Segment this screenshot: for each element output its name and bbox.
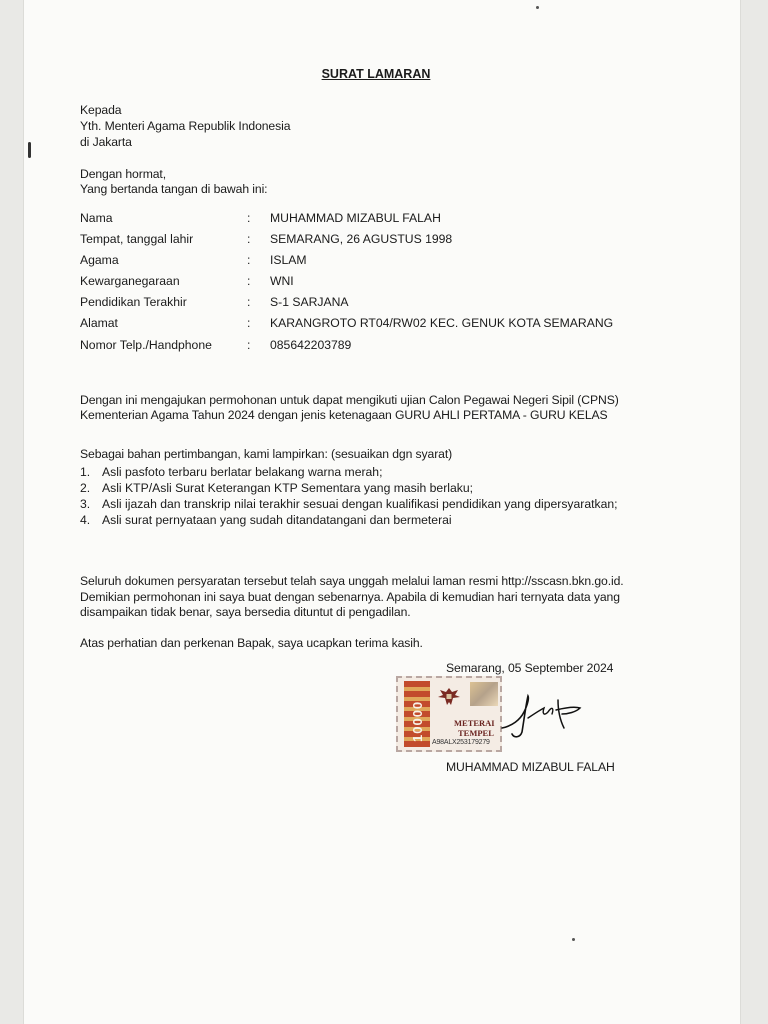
list-number: 1. bbox=[80, 465, 91, 479]
greeting-line: Dengan hormat, bbox=[80, 167, 166, 181]
field-row bbox=[80, 338, 700, 356]
list-number: 2. bbox=[80, 481, 91, 495]
field-value: ISLAM bbox=[270, 253, 307, 267]
garuda-emblem-icon bbox=[436, 686, 462, 708]
field-colon: : bbox=[247, 295, 251, 309]
letter-page bbox=[24, 0, 740, 1024]
stamp-hologram bbox=[470, 682, 498, 706]
stamp-serial: A98ALX253179279 bbox=[432, 739, 490, 746]
field-value: 085642203789 bbox=[270, 338, 352, 352]
greeting-line: Yang bertanda tangan di bawah ini: bbox=[80, 182, 268, 196]
recipient-line: Kepada bbox=[80, 103, 122, 117]
list-number: 3. bbox=[80, 497, 91, 511]
field-colon: : bbox=[247, 274, 251, 288]
signer-name: MUHAMMAD MIZABUL FALAH bbox=[446, 760, 615, 774]
field-label: Agama bbox=[80, 253, 119, 267]
application-line: Kementerian Agama Tahun 2024 dengan jenis ketenagaan GURU AHLI PERTAMA - GURU KELAS bbox=[80, 408, 608, 422]
place-date: Semarang, 05 September 2024 bbox=[446, 661, 614, 675]
field-colon: : bbox=[247, 211, 251, 225]
field-value: WNI bbox=[270, 274, 294, 288]
field-value: SEMARANG, 26 AGUSTUS 1998 bbox=[270, 232, 453, 246]
stamp-label: TEMPEL bbox=[458, 728, 494, 738]
letter-title: SURAT LAMARAN bbox=[321, 67, 431, 81]
field-value: S-1 SARJANA bbox=[270, 295, 349, 309]
duty-stamp bbox=[396, 676, 502, 752]
field-row bbox=[80, 295, 700, 313]
field-label: Kewarganegaraan bbox=[80, 274, 180, 288]
field-value: KARANGROTO RT04/RW02 KEC. GENUK KOTA SEMARANG bbox=[270, 316, 614, 330]
recipient-line: Yth. Menteri Agama Republik Indonesia bbox=[80, 119, 291, 133]
list-text: Asli surat pernyataan yang sudah ditandatangani dan bermeterai bbox=[102, 513, 452, 527]
list-text: Asli pasfoto terbaru berlatar belakang warna merah; bbox=[102, 465, 383, 479]
list-text: Asli ijazah dan transkrip nilai terakhir sesuai dengan kualifikasi pendidikan yang dipersyaratkan; bbox=[102, 497, 618, 511]
field-row bbox=[80, 211, 700, 229]
handwritten-signature bbox=[498, 690, 588, 742]
thanks-line: Atas perhatian dan perkenan Bapak, saya ucapkan terima kasih. bbox=[80, 636, 423, 650]
closing-line: Seluruh dokumen persyaratan tersebut telah saya unggah melalui laman resmi http://sscasn.bkn.go.id. bbox=[80, 574, 624, 588]
field-label: Alamat bbox=[80, 316, 118, 330]
field-value: MUHAMMAD MIZABUL FALAH bbox=[270, 211, 441, 225]
field-row bbox=[80, 253, 700, 271]
list-number: 4. bbox=[80, 513, 91, 527]
field-label: Tempat, tanggal lahir bbox=[80, 232, 194, 246]
closing-line: disampaikan tidak benar, saya bersedia dituntut di pengadilan. bbox=[80, 605, 411, 619]
attachments-intro: Sebagai bahan pertimbangan, kami lampirkan: (sesuaikan dgn syarat) bbox=[80, 447, 453, 461]
field-colon: : bbox=[247, 316, 251, 330]
stamp-label: METERAI bbox=[454, 718, 495, 728]
field-label: Nama bbox=[80, 211, 113, 225]
stamp-value: 10000 bbox=[410, 700, 425, 742]
closing-line: Demikian permohonan ini saya buat dengan sebenarnya. Apabila di kemudian hari ternyata data yang bbox=[80, 590, 620, 604]
speck bbox=[536, 6, 539, 9]
list-text: Asli KTP/Asli Surat Keterangan KTP Sementara yang masih berlaku; bbox=[102, 481, 473, 495]
field-colon: : bbox=[247, 232, 251, 246]
field-colon: : bbox=[247, 338, 251, 352]
paper-edge-mark bbox=[28, 142, 31, 158]
field-label: Nomor Telp./Handphone bbox=[80, 338, 212, 352]
speck bbox=[572, 938, 575, 941]
field-label: Pendidikan Terakhir bbox=[80, 295, 187, 309]
recipient-line: di Jakarta bbox=[80, 135, 132, 149]
application-line: Dengan ini mengajukan permohonan untuk dapat mengikuti ujian Calon Pegawai Negeri Sipil (CPNS) bbox=[80, 393, 619, 407]
field-row bbox=[80, 232, 700, 250]
field-row bbox=[80, 274, 700, 292]
field-colon: : bbox=[247, 253, 251, 267]
field-row bbox=[80, 316, 700, 334]
